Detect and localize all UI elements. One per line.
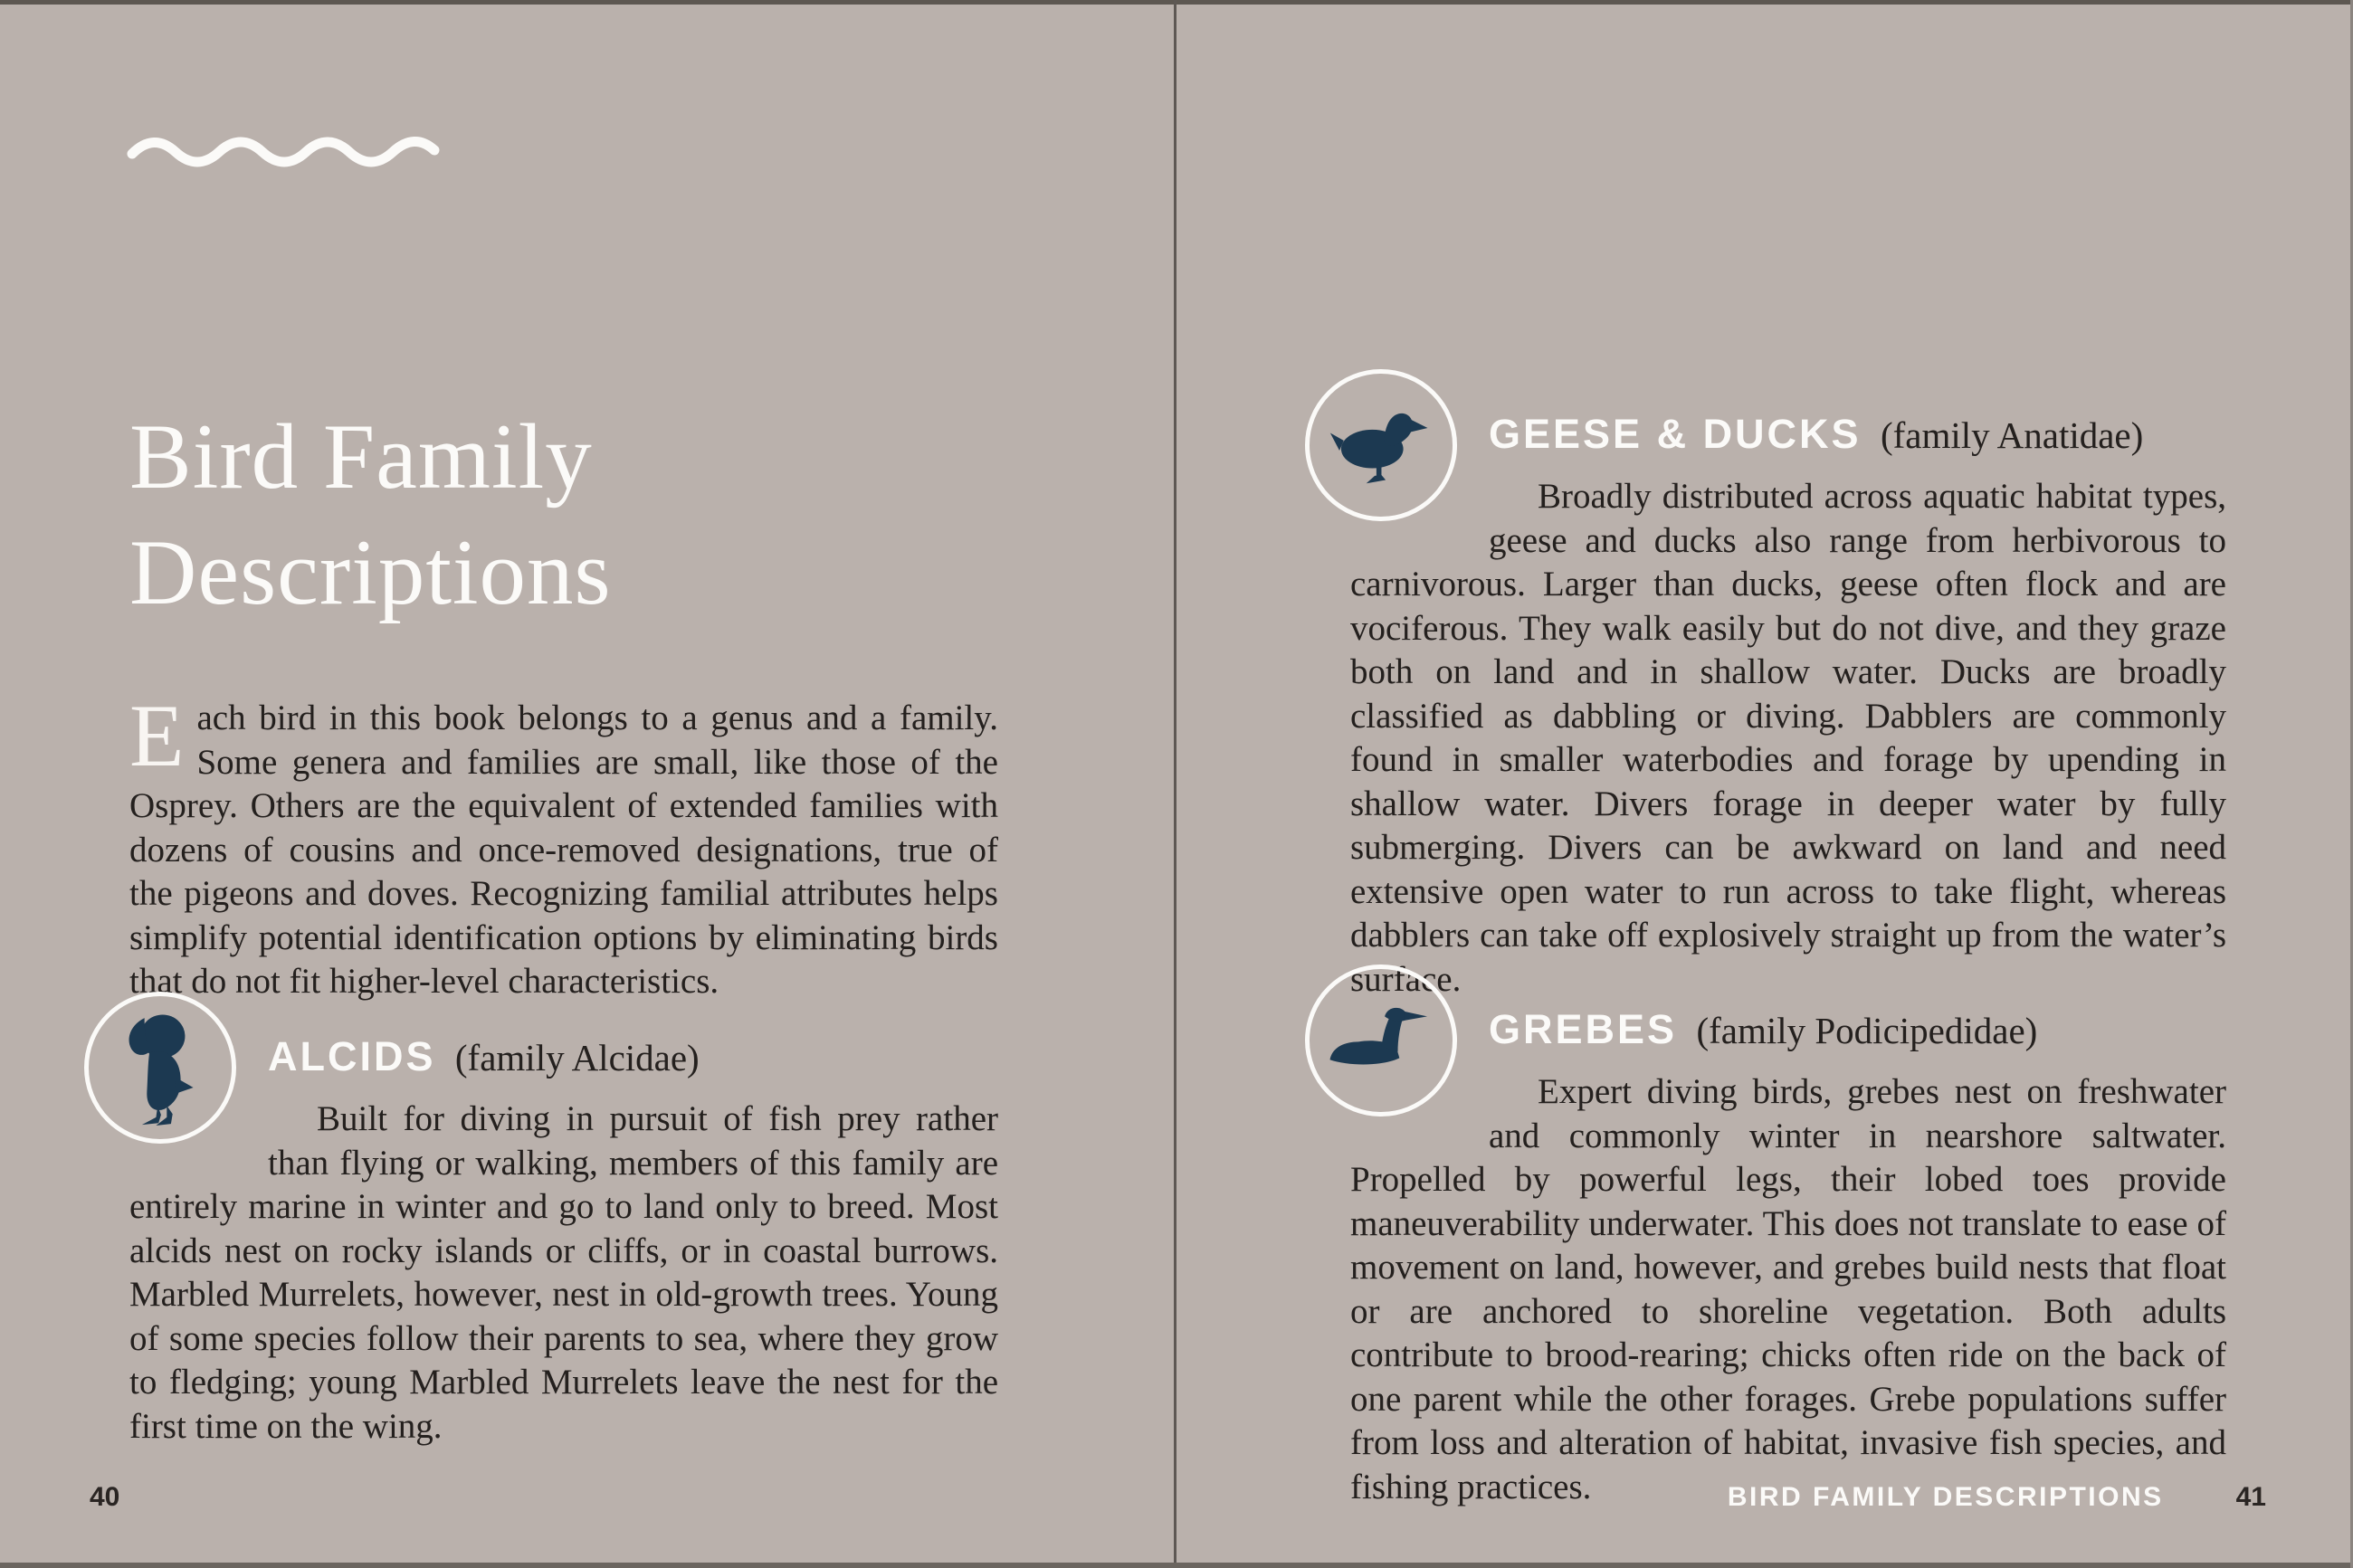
alcids-icon-slot (129, 992, 261, 1164)
book-spine-divider (1174, 0, 1176, 1568)
grebes-icon-slot (1350, 965, 1481, 1136)
geese-ducks-name: GEESE & DUCKS (1489, 411, 1862, 457)
family-section-geese-ducks (1350, 369, 2226, 1002)
family-section-alcids (129, 992, 998, 1449)
page-number-left: 40 (90, 1482, 120, 1512)
page-number-right: 41 (2235, 1482, 2266, 1512)
geese-ducks-icon-slot (1350, 369, 1481, 541)
left-page (90, 0, 998, 1568)
intro-text: ach bird in this book belongs to a genus and a family. Some genera and families are small, like those of the Osprey. Others are the equivalent of extended families with dozens of cousins and once-removed designations, true of the pigeons and doves. Recognizing familial attributes helps simplify potential identification options by eliminating birds that do not fit higher-level characteristics. (129, 698, 998, 1001)
grebe-icon (1305, 965, 1457, 1117)
puffin-icon (84, 992, 236, 1144)
grebes-latin-name: (family Podicipedidae) (1696, 1010, 2038, 1051)
geese-ducks-latin-name: (family Anatidae) (1880, 414, 2144, 456)
page-title (129, 399, 612, 631)
running-footer (1728, 1482, 2266, 1513)
alcids-name: ALCIDS (268, 1033, 436, 1079)
geese-ducks-description: Broadly distributed across aquatic habitat types, geese and ducks also range from herbivorous to carnivorous. Larger than ducks, geese often flock and are vociferous. They walk easily but do not dive, and they graze both on land and in shallow water. Ducks are broadly classified as dabbling or diving. Dabblers are commonly found in smaller waterbodies and forage by upending in shallow water. Divers forage in deeper water by fully submerging. Divers can be awkward on land and need extensive open water to run across to take flight, whereas dabblers can take off explosively straight up from the water’s surface. (1350, 477, 2226, 999)
right-page (1350, 0, 2266, 1568)
page-title-line1: Bird Family (129, 405, 593, 508)
family-section-grebes (1350, 965, 2226, 1509)
page-title-line2: Descriptions (129, 521, 612, 624)
wave-ornament-icon (126, 132, 441, 170)
running-footer-label: BIRD FAMILY DESCRIPTIONS (1727, 1482, 2164, 1512)
drop-cap: E (129, 687, 185, 785)
alcids-description: Built for diving in pursuit of fish prey rather than flying or walking, members of this family are entirely marine in winter and go to land only to breed. Most alcids nest on rocky islands or cliffs, or in coastal burrows. Marbled Murrelets, however, nest in old-growth trees. Young of some species follow their parents to sea, where they grow to fledging; young Marbled Murrelets leave the nest for the first time on the wing. (129, 1099, 998, 1446)
intro-paragraph (129, 687, 998, 1004)
geese-ducks-heading (1350, 369, 2226, 461)
grebes-heading (1350, 965, 2226, 1056)
grebes-description: Expert diving birds, grebes nest on freshwater and commonly winter in nearshore saltwater. Propelled by powerful legs, their lobed toes provide maneuverability underwater. This does not translate to ease of movement on land, however, and grebes build nests that float or are anchored to shoreline vegetation. Both adults contribute to brood-rearing; chicks often ride on the back of one parent while the other forages. Grebe populations suffer from loss and alteration of habitat, invasive fish species, and fishing practices. (1350, 1072, 2226, 1506)
alcids-latin-name: (family Alcidae) (454, 1037, 700, 1079)
grebes-name: GREBES (1489, 1006, 1678, 1052)
duck-icon (1305, 369, 1457, 521)
